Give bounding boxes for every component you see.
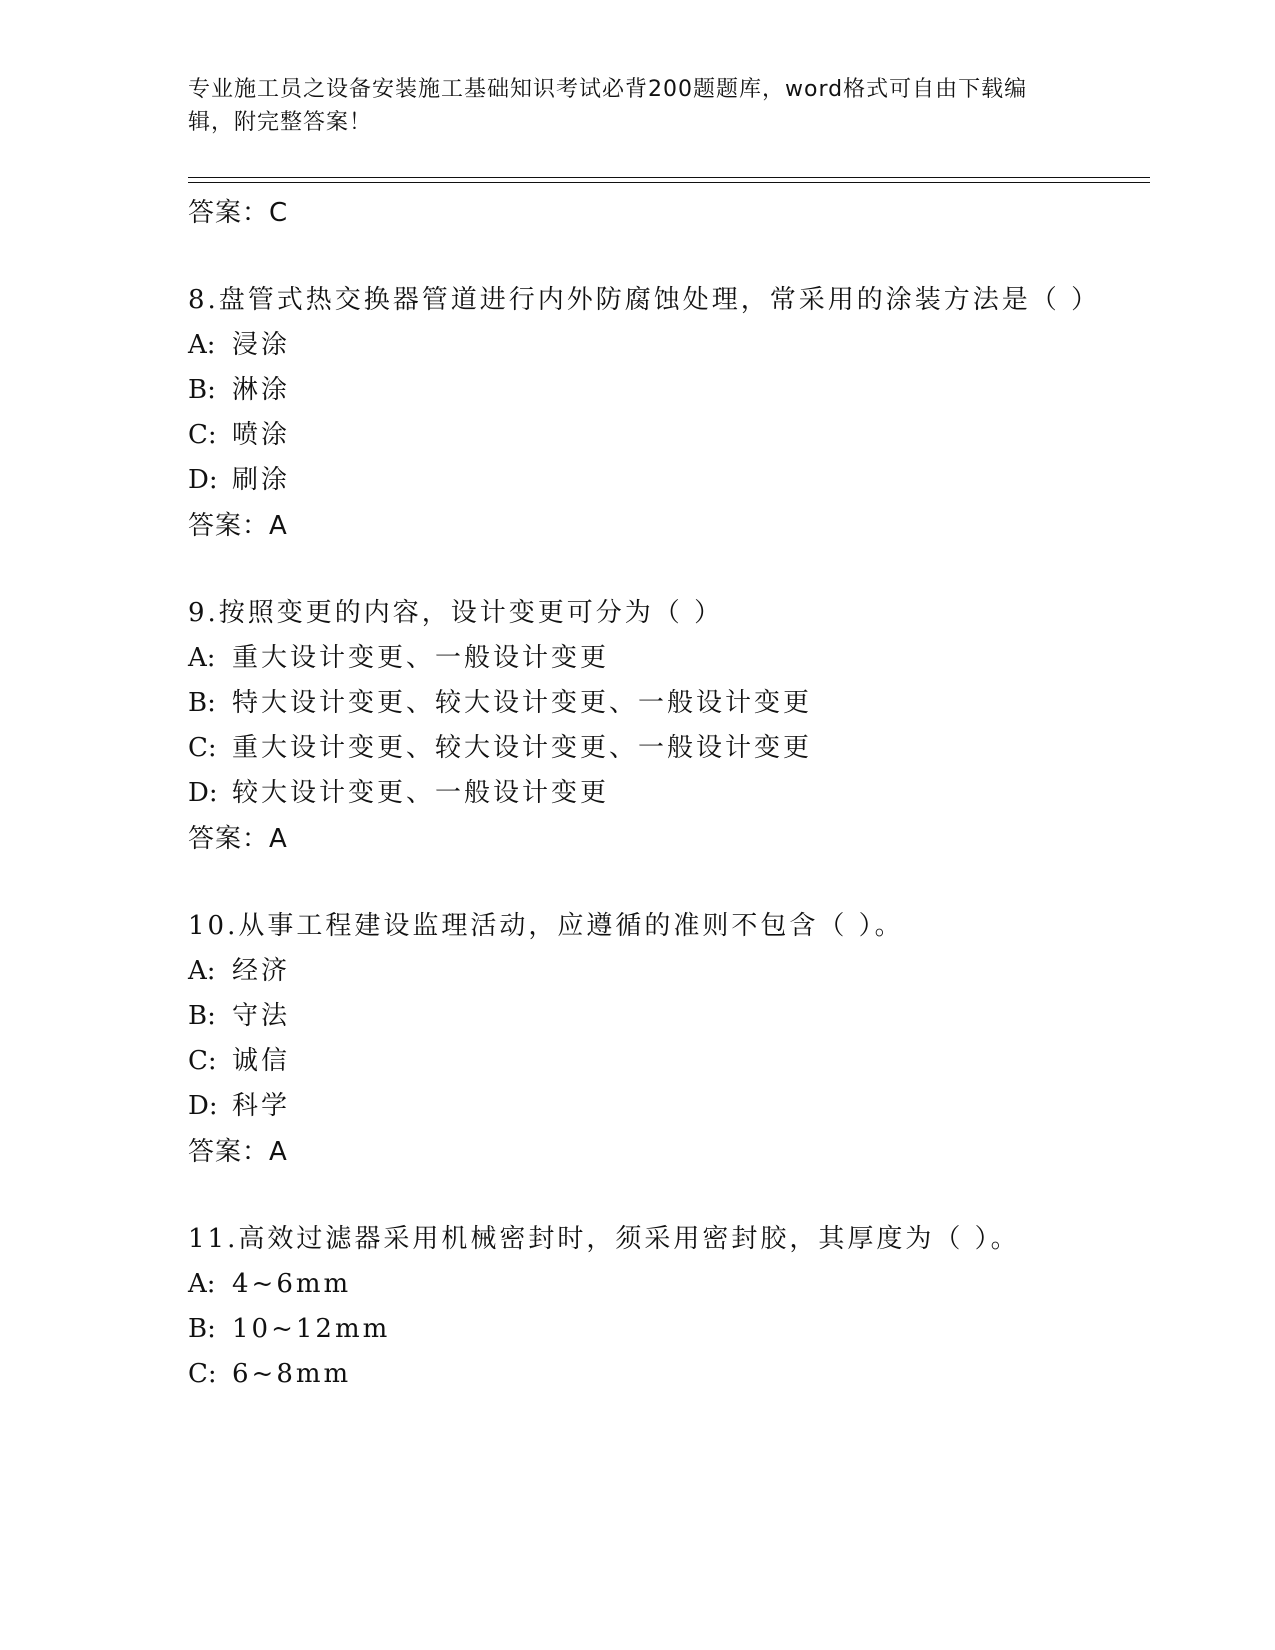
- answer-line: 答案：A: [188, 511, 288, 541]
- option-b: [188, 1307, 1150, 1352]
- option-b: [188, 681, 1150, 726]
- option-text: 科学: [232, 1091, 291, 1121]
- option-c: [188, 1039, 1150, 1084]
- option-d: [188, 1084, 1150, 1129]
- option-d: [188, 458, 1150, 503]
- option-key: D:: [188, 1091, 218, 1121]
- header-divider-bottom: [188, 182, 1150, 183]
- option-text: 重大设计变更、一般设计变更: [232, 643, 610, 673]
- option-text: 守法: [232, 1001, 291, 1031]
- option-key: D:: [188, 778, 218, 808]
- option-b: [188, 994, 1150, 1039]
- option-c: [188, 413, 1150, 458]
- answer-line: 答案：A: [188, 824, 288, 854]
- option-key: C:: [188, 733, 217, 763]
- option-text: 经济: [232, 956, 291, 986]
- question-stem: 9.按照变更的内容，设计变更可分为（ ）: [188, 598, 724, 628]
- question-item: [188, 277, 1150, 549]
- option-key: A:: [188, 330, 216, 360]
- option-c: [188, 1352, 1150, 1397]
- question-stem: 8.盘管式热交换器管道进行内外防腐蚀处理，常采用的涂装方法是（ ）: [188, 285, 1101, 315]
- option-d: [188, 771, 1150, 816]
- option-text: 4~6mm: [232, 1269, 352, 1299]
- document-header: 专业施工员之设备安装施工基础知识考试必背200题题库，word格式可自由下载编辑，附完整答案！: [188, 77, 1028, 135]
- question-stem: 10.从事工程建设监理活动，应遵循的准则不包含（ ）。: [188, 911, 904, 941]
- option-text: 较大设计变更、一般设计变更: [232, 778, 610, 808]
- option-text: 10~12mm: [232, 1314, 391, 1344]
- option-text: 刷涂: [232, 465, 291, 495]
- option-b: [188, 368, 1150, 413]
- option-key: B:: [188, 688, 216, 718]
- option-key: A:: [188, 1269, 216, 1299]
- option-text: 6~8mm: [232, 1359, 352, 1389]
- header-divider-top: [188, 177, 1150, 178]
- option-key: C:: [188, 1359, 217, 1389]
- option-text: 浸涂: [232, 330, 291, 360]
- option-key: B:: [188, 1314, 216, 1344]
- option-text: 淋涂: [232, 375, 291, 405]
- option-text: 重大设计变更、较大设计变更、一般设计变更: [232, 733, 813, 763]
- option-key: B:: [188, 375, 216, 405]
- answer-line: 答案：A: [188, 1137, 288, 1167]
- question-item: [188, 590, 1150, 862]
- option-key: B:: [188, 1001, 216, 1031]
- question-item: [188, 903, 1150, 1175]
- option-text: 喷涂: [232, 420, 291, 450]
- option-a: [188, 1262, 1150, 1307]
- option-text: 诚信: [232, 1046, 291, 1076]
- option-key: A:: [188, 956, 216, 986]
- option-a: [188, 949, 1150, 994]
- option-key: D:: [188, 465, 218, 495]
- option-a: [188, 323, 1150, 368]
- question-list: [188, 190, 1150, 1397]
- option-key: A:: [188, 643, 216, 673]
- option-a: [188, 636, 1150, 681]
- answer-line: 答案：C: [188, 198, 289, 228]
- question-item: [188, 1216, 1150, 1397]
- option-text: 特大设计变更、较大设计变更、一般设计变更: [232, 688, 813, 718]
- question-stem: 11.高效过滤器采用机械密封时，须采用密封胶，其厚度为（ ）。: [188, 1224, 1020, 1254]
- option-c: [188, 726, 1150, 771]
- option-key: C:: [188, 420, 217, 450]
- option-key: C:: [188, 1046, 217, 1076]
